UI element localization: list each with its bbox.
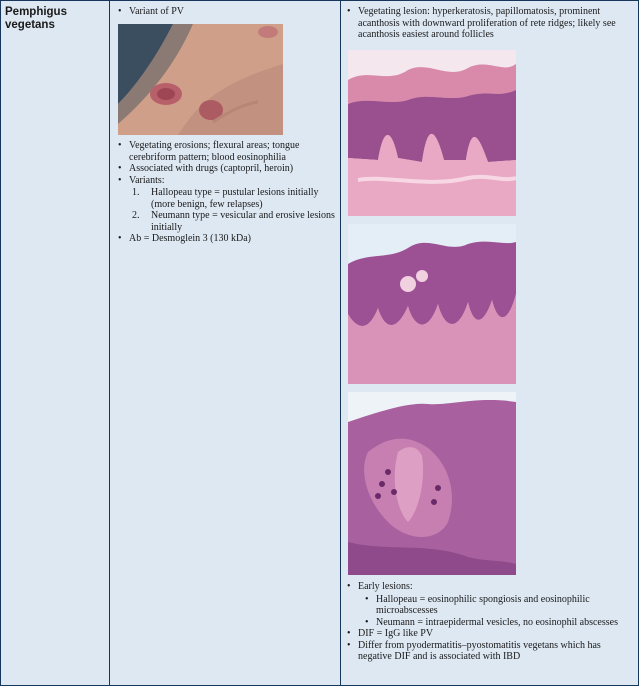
list-item: • DIF = IgG like PV [346,628,636,640]
histology-bottom-list [346,581,636,663]
features-top-list [117,6,337,18]
histology-image-3 [348,392,516,575]
histology-top-list [346,6,636,41]
term-heading: Pemphigus vegetans [5,6,67,31]
list-item: • Differ from pyodermatitis–pyostomatitis vegetans which has negative DIF and is associated with IBD [346,640,636,663]
histology-image-3-svg [348,392,516,575]
variants-list [129,187,335,233]
list-item [346,581,636,628]
histology-column [341,1,638,685]
list-item: • Vegetating lesion: hyperkeratosis, papillomatosis, prominent acanthosis with downward proliferation of rete ridges; likely see acanthosis easiest around follicles [346,6,636,41]
list-item: • Hallopeau = eosinophilic spongiosis and eosinophilic microabscesses [358,594,636,617]
list-number: 1. [132,187,140,198]
list-number: 2. [132,210,140,221]
list-item: • Neumann = intraepidermal vesicles, no eosinophil abscesses [358,617,636,629]
list-item [129,210,335,233]
term-column [1,1,110,685]
list-item: • Vegetating erosions; flexural areas; tongue cerebriform pattern; blood eosinophilia [117,140,335,163]
list-item [129,187,335,210]
histology-image-1 [348,50,516,216]
variants-label: Variants: [129,174,165,186]
early-lesions-label: Early lesions: [358,581,413,592]
list-text: Neumann type = vesicular and erosive lesions initially [151,210,335,233]
features-list [117,140,335,245]
list-item [117,175,335,234]
list-item: • Variant of PV [117,6,337,18]
early-lesions-list [358,594,636,629]
histology-image-1-svg [348,50,516,216]
clinical-photo-image [118,24,283,135]
histology-image-2-svg [348,224,516,384]
list-text: Hallopeau type = pustular lesions initially (more benign, few relapses) [151,187,319,210]
list-item: • Associated with drugs (captopril, heroin) [117,163,335,175]
histology-image-2 [348,224,516,384]
list-item: • Ab = Desmoglein 3 (130 kDa) [117,233,335,245]
clinical-photo [118,24,283,135]
features-column [110,1,341,685]
